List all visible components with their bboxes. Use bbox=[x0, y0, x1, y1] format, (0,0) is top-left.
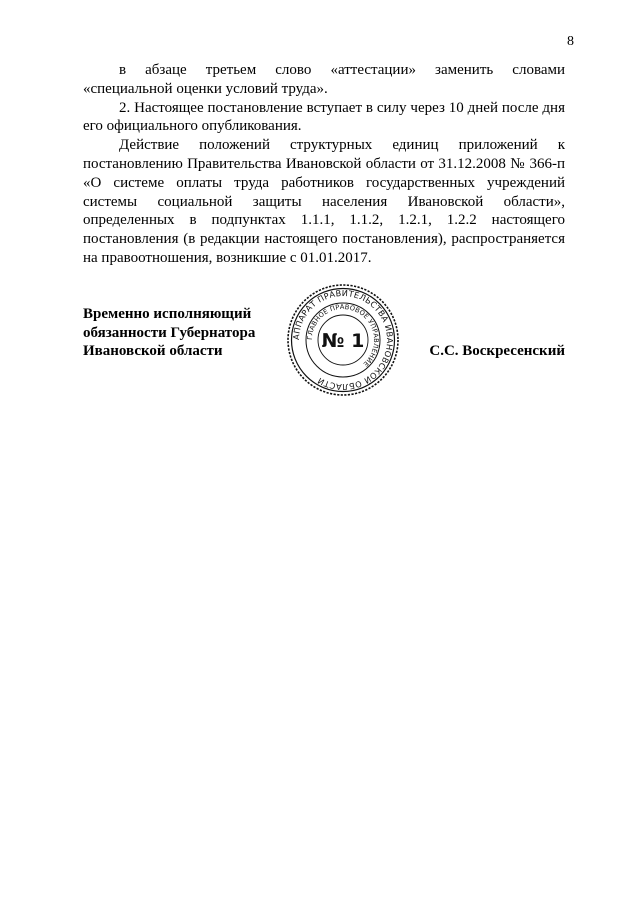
signature-block bbox=[83, 287, 565, 395]
official-seal bbox=[286, 283, 400, 397]
paragraph-effective-date: 2. Настоящее постановление вступает в силу через 10 дней после дня его официального опубликования. bbox=[83, 99, 565, 135]
paragraph-amendment: в абзаце третьем слово «аттестации» заменить словами «специальной оценки условий труда». bbox=[83, 62, 565, 97]
page-number: 8 bbox=[567, 34, 574, 49]
seal-ring-text: АППАРАТ ПРАВИТЕЛЬСТВА ИВАНОВСКОЙ ОБЛАСТИ bbox=[290, 287, 396, 393]
seal-center-text: № 1 bbox=[321, 330, 365, 352]
signer-name: С.С. Воскресенский bbox=[429, 343, 565, 359]
paragraph-retroactive-effect: Действие положений структурных единиц приложений к постановлению Правительства Ивановской области от 31.12.2008 № 366-п «О системе оплаты труда работников государственных учреждений системы социальной защиты населения Ивановской области», определенных в подпунктах 1.1.1, 1.1.2, 1.2.1, 1.2.2 настоящего постановления (в редакции настоящего постановления), распространяется на правоотношения, возникшие с 01.01.2017. bbox=[83, 137, 565, 266]
document-body bbox=[83, 61, 565, 268]
signer-title-line: Ивановской области bbox=[83, 343, 223, 359]
seal-inner-text: ГЛАВНОЕ ПРАВОВОЕ УПРАВЛЕНИЕ bbox=[305, 302, 381, 369]
signer-title-line: обязанности Губернатора bbox=[83, 324, 256, 341]
seal-graphic bbox=[286, 283, 400, 397]
signer-title bbox=[83, 305, 283, 361]
signer-title-line: Временно исполняющий bbox=[83, 306, 252, 322]
